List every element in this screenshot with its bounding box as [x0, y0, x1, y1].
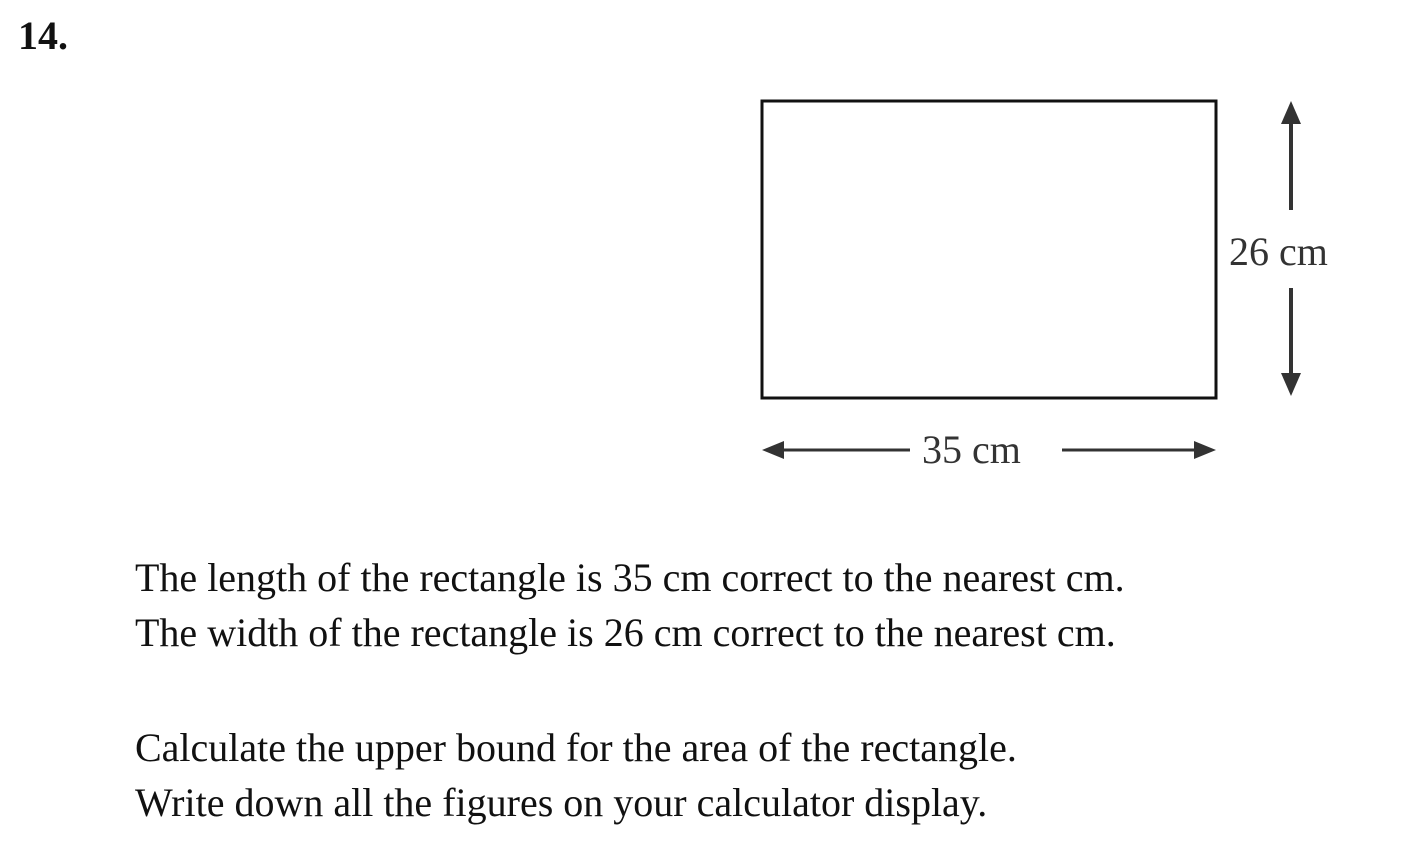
task-line-calculate: Calculate the upper bound for the area of the rectangle.	[135, 725, 1017, 770]
arrowhead-left-icon	[762, 441, 784, 459]
arrowhead-up-icon	[1281, 101, 1301, 124]
task-line-write-down: Write down all the figures on your calculator display.	[135, 780, 988, 825]
arrowhead-right-icon	[1194, 441, 1216, 459]
given-width-line: The width of the rectangle is 26 cm correct to the nearest cm.	[135, 610, 1116, 655]
task-instructions	[135, 720, 1017, 830]
rectangle	[762, 101, 1216, 398]
given-length-line: The length of the rectangle is 35 cm correct to the nearest cm.	[135, 555, 1125, 600]
width-label: 26 cm	[1229, 229, 1328, 274]
length-label: 35 cm	[922, 427, 1021, 472]
arrowhead-down-icon	[1281, 373, 1301, 396]
given-information	[135, 550, 1125, 660]
question-number: 14.	[18, 13, 68, 58]
